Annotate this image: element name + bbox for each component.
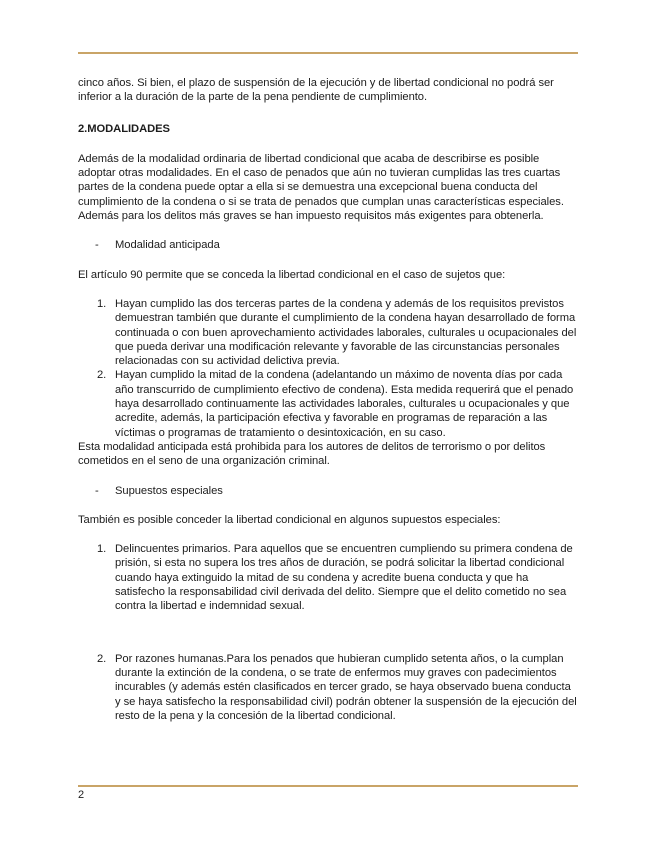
- article-paragraph: El artículo 90 permite que se conceda la libertad condicional en el caso de sujetos que:: [78, 268, 506, 281]
- list-text: Hayan cumplido la mitad de la condena (adelantando un máximo de noventa días por cada año transcurrido de cumplimiento efectivo de condena). Esta medida requerirá que el penado haya desarrollado continuamente las actividades laborales, culturales u ocupacionales y que acredite, además, la participación efectiva y favorable en programas de reparación a las víctimas o programas de tratamiento o desintoxicación, en su caso.: [115, 369, 574, 439]
- list-item: [78, 542, 578, 613]
- bullet-modalidad-anticipada: [78, 238, 578, 252]
- footer-divider: [78, 785, 578, 787]
- prohibition-paragraph: Esta modalidad anticipada está prohibida para los autores de delitos de terrorismo o por delitos cometidos en el seno de una organización criminal.: [78, 440, 546, 468]
- list-text: Delincuentes primarios. Para aquellos que se encuentren cumpliendo su primera condena de prisión, si esta no supera los tres años de duración, se podrá solicitar la libertad condicional cuando haya extinguido la mitad de su condena y acredite buena conducta y que ha satisfecho la responsabilidad civil derivada del delito. Siempre que el delito cometido no sea contra la libertad e indemnidad sexual.: [115, 543, 573, 613]
- list-number: 2.: [97, 369, 107, 382]
- list-number: 2.: [97, 652, 107, 665]
- list-item: [78, 297, 578, 368]
- page-number: 2: [78, 789, 85, 801]
- list-item: [78, 652, 578, 723]
- bullet-dash: -: [95, 484, 99, 497]
- special-cases-list: [78, 542, 578, 723]
- list-text: Por razones humanas.Para los penados que hubieran cumplido setenta años, o la cumplan durante la extinción de la condena, o se trate de enfermos muy graves con padecimientos incurables (y además estén clasificados en tercer grado, se haya observado buena conducta y se haya satisfecho la responsabilidad civil) podrán obtener la suspensión de la ejecución del resto de la pena y la concesión de la libertad condicional.: [115, 652, 577, 722]
- requirements-list: [78, 297, 578, 440]
- modalities-paragraph: Además de la modalidad ordinaria de libertad condicional que acaba de describirse es posible adoptar otras modalidades. En el caso de penados que aún no tuvieran cumplidas las tres cuartas partes de la condena puede optar a ella si se demuestra una excepcional buena conducta del cumplimiento de la condena o si se trata de penados que cumplan unas características especiales. Además para los delitos más graves se han impuesto requisitos más exigentes para obtenerla.: [78, 152, 564, 223]
- list-number: 1.: [97, 543, 107, 556]
- intro-paragraph: cinco años. Si bien, el plazo de suspensión de la ejecución y de libertad condicional no podrá ser inferior a la duración de la parte de la pena pendiente de cumplimiento.: [78, 77, 554, 104]
- list-text: Hayan cumplido las dos terceras partes de la condena y además de los requisitos previstos demuestran también que durante el cumplimiento de la condena hayan desarrollado de forma continuada o con buen aprovechamiento actividades laborales, culturales u ocupacionales del que pueda derivar una modificación relevante y favorable de las circunstancias personales relacionadas con su actividad delictiva previa.: [115, 297, 577, 368]
- section-heading: 2.MODALIDADES: [78, 122, 170, 135]
- header-divider: [78, 52, 578, 54]
- special-cases-paragraph: También es posible conceder la libertad condicional en algunos supuestos especiales:: [78, 513, 501, 526]
- bullet-label: Modalidad anticipada: [115, 239, 220, 252]
- list-item: [78, 368, 578, 439]
- bullet-label: Supuestos especiales: [115, 484, 223, 497]
- bullet-supuestos-especiales: [78, 484, 578, 498]
- page-content: [78, 76, 578, 723]
- list-number: 1.: [97, 297, 107, 310]
- bullet-dash: -: [95, 239, 99, 252]
